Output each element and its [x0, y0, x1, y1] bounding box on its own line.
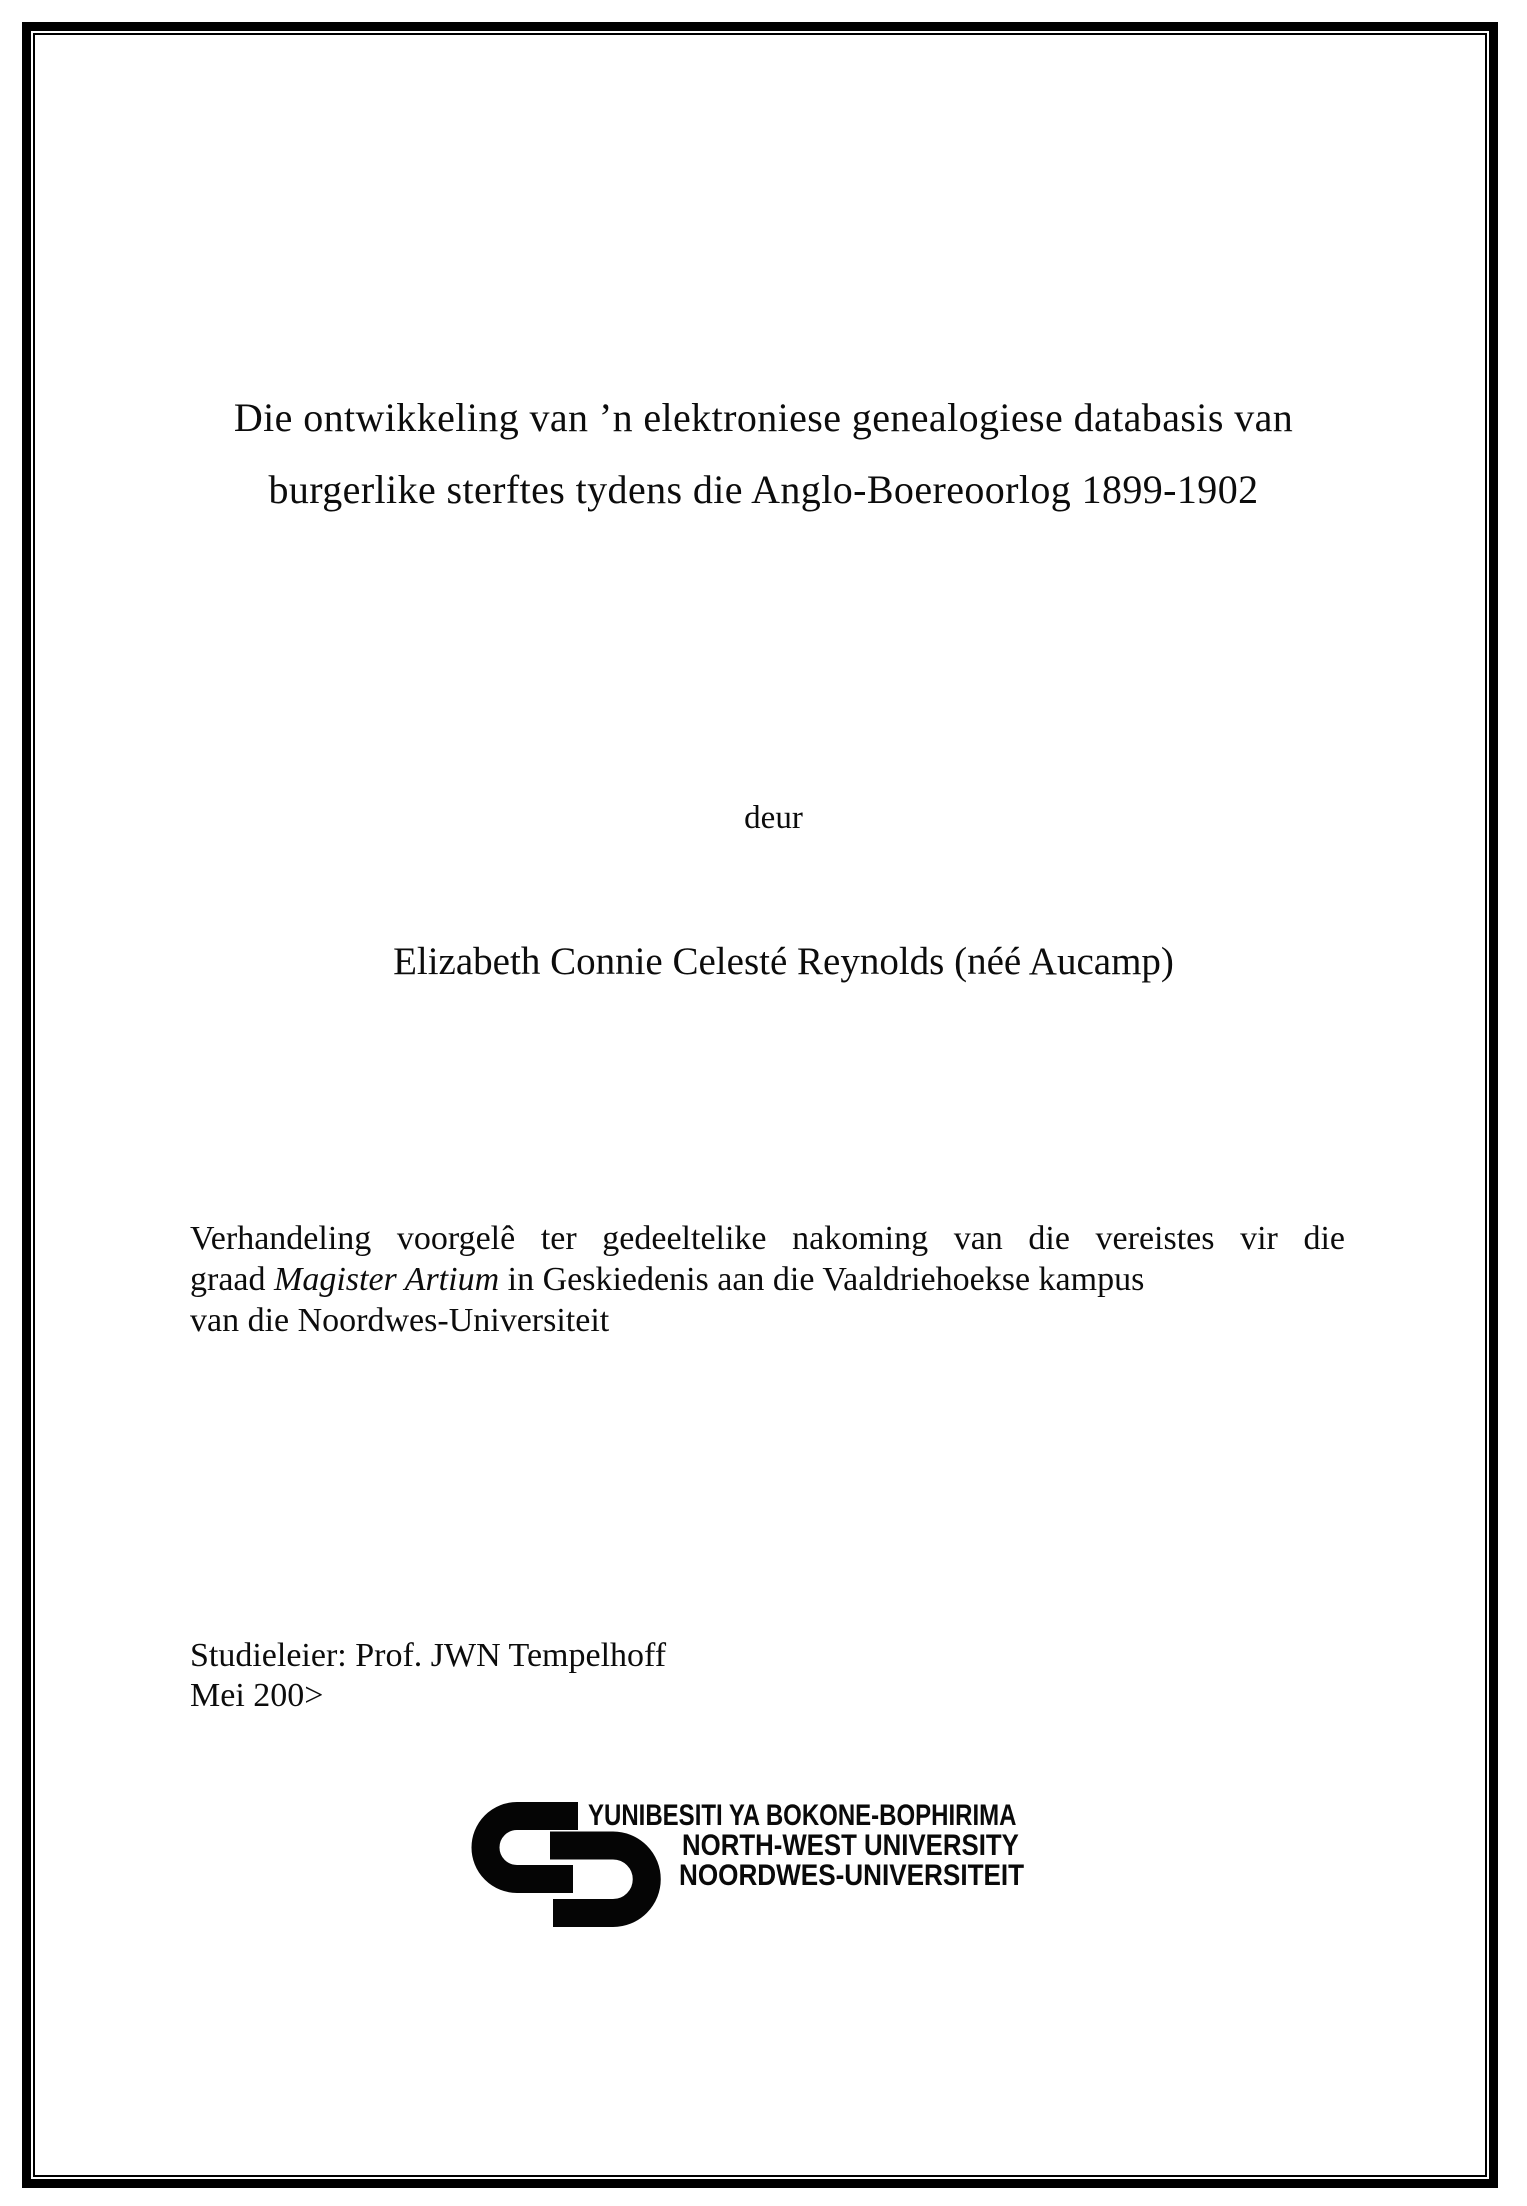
declaration-line3: van die Noordwes-Universiteit: [190, 1302, 610, 1339]
thesis-title-line2: burgerlike sterftes tydens die Anglo-Boereoorlog 1899-1902: [268, 467, 1259, 512]
thesis-title: [0, 382, 1527, 526]
byline-label: deur: [744, 800, 803, 836]
logo-text-english: NORTH-WEST UNIVERSITY: [682, 1829, 1019, 1862]
degree-declaration: [190, 1218, 1345, 1341]
degree-name-italic: Magister Artium: [274, 1261, 500, 1298]
declaration-line2: [190, 1259, 1345, 1300]
date-line: Mei 200>: [190, 1677, 324, 1714]
university-logo: [465, 1798, 1115, 1943]
declaration-line1: Verhandeling voorgelê ter gedeeltelike nakoming van die vereistes vir die: [190, 1220, 1345, 1257]
declaration-line2-suffix: in Geskiedenis aan die Vaaldriehoekse kampus: [499, 1261, 1145, 1298]
author-name: Elizabeth Connie Celesté Reynolds (néé Aucamp): [393, 940, 1174, 983]
supervisor-line: Studieleier: Prof. JWN Tempelhoff: [190, 1637, 667, 1674]
declaration-line2-prefix: graad: [190, 1261, 275, 1298]
supervisor-block: [190, 1636, 666, 1716]
thesis-title-line1: Die ontwikkeling van ’n elektroniese genealogiese databasis van: [233, 395, 1294, 440]
logo-text-afrikaans: NOORDWES-UNIVERSITEIT: [679, 1859, 1025, 1892]
logo-text-setswana: YUNIBESITI YA BOKONE-BOPHIRIMA: [588, 1799, 1017, 1832]
